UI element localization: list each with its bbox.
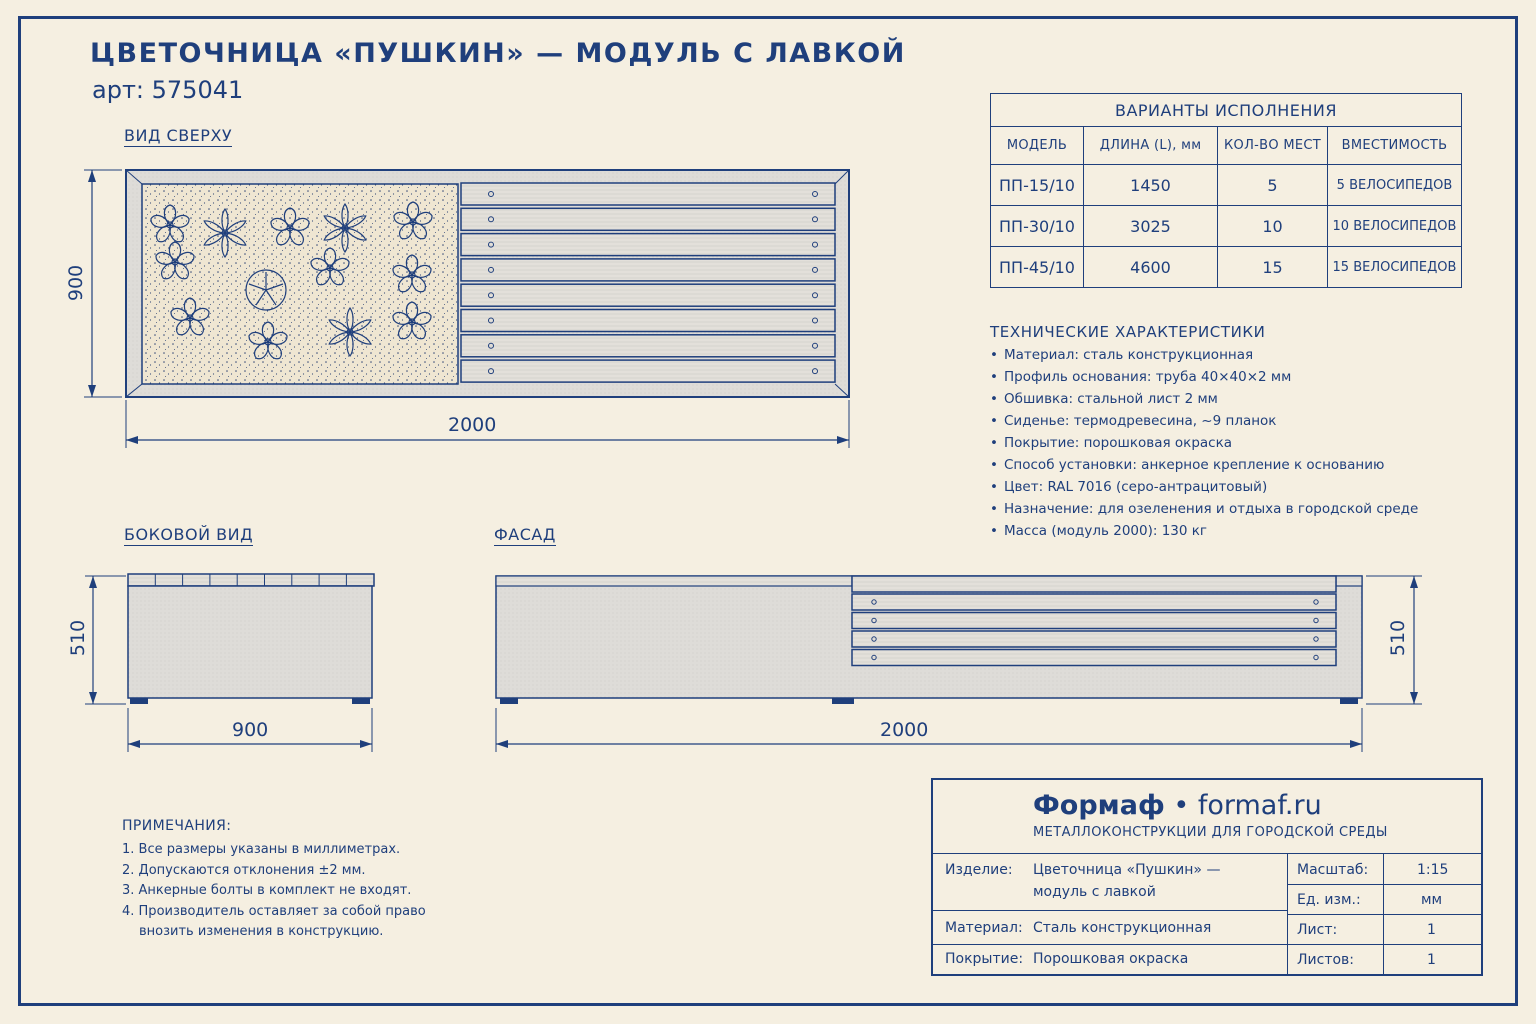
divider (1287, 884, 1481, 885)
side-height-dimension: 510 (67, 619, 90, 657)
bench-slat (461, 310, 835, 332)
article-number: арт: 575041 (92, 76, 244, 104)
list-item: 1. Все размеры указаны в миллиметрах. (122, 842, 401, 857)
scale-label: Масштаб: (1297, 862, 1369, 878)
product-line-2: модуль с лавкой (1033, 884, 1156, 900)
cell-seats: 10 (1218, 206, 1328, 247)
notes-title: ПРИМЕЧАНИЯ: (122, 818, 232, 834)
specs-list (990, 346, 1418, 544)
bench-slat (461, 234, 835, 256)
header-length: ДЛИНА (L), мм (1084, 127, 1218, 165)
sheets-label: Листов: (1297, 952, 1355, 968)
bench-slat (461, 335, 835, 357)
bench-slat (852, 650, 1336, 666)
top-view-label: ВИД СВЕРХУ (124, 126, 233, 145)
cell-capacity: 15 ВЕЛОСИПЕДОВ (1328, 247, 1462, 288)
cell-length: 4600 (1084, 247, 1218, 288)
list-item: • Профиль основания: труба 40×40×2 мм (990, 368, 1418, 390)
product-label: Изделие: (945, 862, 1013, 878)
list-item: • Покрытие: порошковая окраска (990, 434, 1418, 456)
cell-capacity: 10 ВЕЛОСИПЕДОВ (1328, 206, 1462, 247)
divider (1383, 853, 1384, 974)
side-view-label: БОКОВОЙ ВИД (124, 525, 254, 544)
specs-title: ТЕХНИЧЕСКИЕ ХАРАКТЕРИСТИКИ (990, 323, 1266, 341)
list-item: внозить изменения в конструкцию. (139, 924, 384, 939)
bench-slat (852, 631, 1336, 647)
cell-capacity: 5 ВЕЛОСИПЕДОВ (1328, 165, 1462, 206)
notes-list (122, 840, 426, 943)
header-model: МОДЕЛЬ (991, 127, 1084, 165)
cell-model: ПП-15/10 (991, 165, 1084, 206)
bench-slat (461, 183, 835, 205)
material-value: Сталь конструкционная (1033, 920, 1212, 936)
units-value: мм (1421, 892, 1443, 908)
coating-value: Порошковая окраска (1033, 951, 1189, 967)
bench-slat (852, 594, 1336, 610)
bench-slat (852, 576, 1336, 592)
cell-model: ПП-45/10 (991, 247, 1084, 288)
bench-slat (461, 259, 835, 281)
cell-length: 1450 (1084, 165, 1218, 206)
front-height-dimension: 510 (1387, 619, 1410, 657)
table-row (991, 247, 1462, 288)
top-width-dimension: 2000 (448, 414, 497, 436)
list-item: • Цвет: RAL 7016 (серо-антрацитовый) (990, 478, 1418, 500)
table-row (991, 165, 1462, 206)
page-title: ЦВЕТОЧНИЦА «ПУШКИН» — МОДУЛЬ С ЛАВКОЙ (90, 38, 906, 69)
bench-slat (852, 613, 1336, 629)
coating-label: Покрытие: (945, 951, 1024, 967)
list-item: • Сиденье: термодревесина, ~9 планок (990, 412, 1418, 434)
side-width-dimension: 900 (232, 719, 269, 741)
bench-slat (461, 284, 835, 306)
list-item: 2. Допускаются отклонения ±2 мм. (122, 862, 366, 878)
front-width-dimension: 2000 (880, 719, 929, 741)
table-row (991, 206, 1462, 247)
list-item: • Масса (модуль 2000): 130 кг (990, 522, 1418, 544)
product-line-1: Цветочница «Пушкин» — (1033, 862, 1221, 878)
divider (933, 853, 1481, 854)
divider (933, 910, 1287, 911)
brand-tagline: МЕТАЛЛОКОНСТРУКЦИИ ДЛЯ ГОРОДСКОЙ СРЕДЫ (1033, 825, 1388, 840)
list-item: • Обшивка: стальной лист 2 мм (990, 390, 1418, 412)
divider (1287, 914, 1481, 915)
sheets-value: 1 (1427, 952, 1436, 968)
divider (1287, 944, 1481, 945)
scale-value: 1:15 (1417, 862, 1449, 878)
front-view-label: ФАСАД (494, 525, 556, 544)
brand-line (1033, 790, 1322, 821)
bench-slat (461, 208, 835, 230)
sheet-value: 1 (1427, 922, 1436, 938)
list-item: 3. Анкерные болты в комплект не входят. (122, 883, 412, 898)
header-seats: КОЛ-ВО МЕСТ (1218, 127, 1328, 165)
brand-site: formaf.ru (1197, 790, 1322, 821)
variants-table (990, 93, 1462, 288)
list-item: • Способ установки: анкерное крепление к основанию (990, 456, 1418, 478)
title-block (931, 778, 1483, 976)
header-capacity: ВМЕСТИМОСТЬ (1328, 127, 1462, 165)
cell-model: ПП-30/10 (991, 206, 1084, 247)
brand-name: Формаф (1033, 790, 1165, 821)
brand-separator: • (1173, 790, 1198, 821)
variants-caption: ВАРИАНТЫ ИСПОЛНЕНИЯ (991, 94, 1462, 127)
divider (1287, 853, 1288, 974)
cell-seats: 15 (1218, 247, 1328, 288)
sheet-label: Лист: (1297, 922, 1338, 938)
divider (933, 944, 1287, 945)
list-item: • Материал: сталь конструкционная (990, 346, 1418, 368)
cell-length: 3025 (1084, 206, 1218, 247)
top-depth-dimension: 900 (65, 264, 88, 302)
cell-seats: 5 (1218, 165, 1328, 206)
bench-slat (461, 360, 835, 382)
list-item: 4. Производитель оставляет за собой право (122, 903, 426, 919)
units-label: Ед. изм.: (1297, 892, 1361, 908)
list-item: • Назначение: для озеленения и отдыха в городской среде (990, 500, 1418, 522)
material-label: Материал: (945, 920, 1023, 936)
